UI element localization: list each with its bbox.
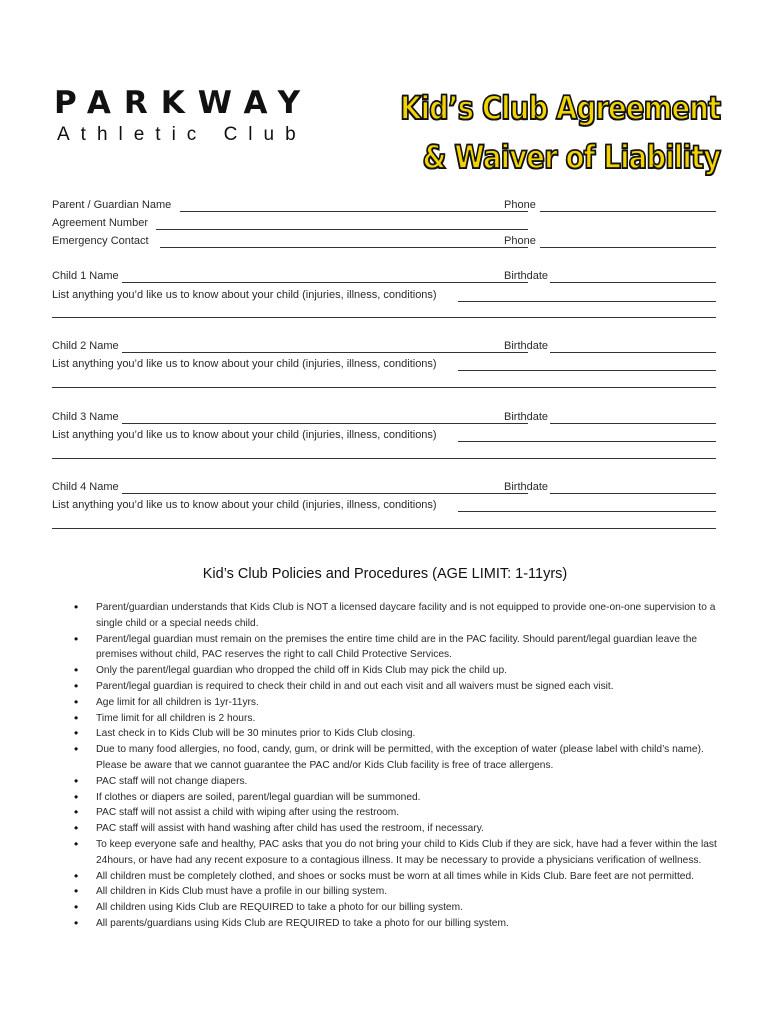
- parent-name-row: [52, 199, 716, 215]
- birthdate-label: Birthdate: [504, 270, 549, 282]
- policy-item: • All parents/guardians using Kids Club are REQUIRED to take a photo for our billing system.: [96, 916, 718, 932]
- emergency-contact-field[interactable]: [160, 247, 528, 248]
- child-notes-field[interactable]: [458, 511, 716, 512]
- parent-name-label: Parent / Guardian Name: [52, 199, 172, 211]
- birthdate-field[interactable]: [550, 282, 716, 283]
- child-notes-label: List anything you’d like us to know about your child (injuries, illness, conditions): [52, 499, 437, 511]
- phone-label: Phone: [504, 199, 536, 211]
- child-notes-label: List anything you’d like us to know about your child (injuries, illness, conditions): [52, 289, 437, 301]
- birthdate-label: Birthdate: [504, 481, 549, 493]
- policy-item: • Due to many food allergies, no food, candy, gum, or drink will be permitted, with the exception of water (please label with child’s name). Please be aware that we cannot guarantee the PAC and/or Kids Club facility is free of trace allergens.: [96, 742, 718, 774]
- policy-item: • To keep everyone safe and healthy, PAC asks that you do not bring your child to Kids Club if they are sick, have had a fever within the last 24hours, or have had any recent exposure to a contagious illness. It may be necessary to provide a physicians verification of wellness.: [96, 837, 718, 869]
- document-title: [400, 84, 720, 182]
- policy-item: • Last check in to Kids Club will be 30 minutes prior to Kids Club closing.: [96, 726, 718, 742]
- child-notes-line[interactable]: [52, 317, 716, 318]
- birthdate-label: Birthdate: [504, 340, 549, 352]
- child-name-row: [52, 340, 716, 356]
- child-notes-field[interactable]: [458, 370, 716, 371]
- birthdate-field[interactable]: [550, 352, 716, 353]
- title-line-2: & Waiver of Liability: [422, 138, 720, 176]
- policy-item: • Parent/guardian understands that Kids Club is NOT a licensed daycare facility and is not equipped to provide one-on-one supervision to a single child or a special needs child.: [96, 600, 718, 632]
- policies-heading: Kid’s Club Policies and Procedures (AGE LIMIT: 1-11yrs): [202, 566, 568, 582]
- child-name-row: [52, 411, 716, 427]
- birthdate-field[interactable]: [550, 493, 716, 494]
- child-name-field[interactable]: [122, 423, 528, 424]
- policy-item: • If clothes or diapers are soiled, parent/legal guardian will be summoned.: [96, 790, 718, 806]
- policy-item: • PAC staff will not change diapers.: [96, 774, 718, 790]
- policies-list: [96, 600, 718, 932]
- child-notes-row: [52, 429, 716, 445]
- child-notes-label: List anything you’d like us to know about your child (injuries, illness, conditions): [52, 358, 437, 370]
- child-name-row: [52, 270, 716, 286]
- policy-item: • All children in Kids Club must have a profile in our billing system.: [96, 884, 718, 900]
- child-notes-field[interactable]: [458, 441, 716, 442]
- birthdate-label: Birthdate: [504, 411, 549, 423]
- child-notes-row: [52, 499, 716, 515]
- child-name-label: Child 3 Name: [52, 411, 119, 423]
- child-notes-field[interactable]: [458, 301, 716, 302]
- emergency-phone-field[interactable]: [540, 247, 716, 248]
- child-notes-label: List anything you’d like us to know about your child (injuries, illness, conditions): [52, 429, 437, 441]
- agreement-number-row: [52, 217, 716, 233]
- parent-phone-field[interactable]: [540, 211, 716, 212]
- parent-name-field[interactable]: [180, 211, 528, 212]
- policy-item: • All children using Kids Club are REQUIRED to take a photo for our billing system.: [96, 900, 718, 916]
- policy-item: • Only the parent/legal guardian who dropped the child off in Kids Club may pick the child up.: [96, 663, 718, 679]
- policy-item: • PAC staff will not assist a child with wiping after using the restroom.: [96, 805, 718, 821]
- logo-sub-text: Athletic Club: [57, 124, 307, 145]
- birthdate-field[interactable]: [550, 423, 716, 424]
- child-name-label: Child 2 Name: [52, 340, 119, 352]
- child-notes-line[interactable]: [52, 387, 716, 388]
- child-name-label: Child 1 Name: [52, 270, 119, 282]
- logo-main-text: PARKWAY: [54, 85, 314, 121]
- policy-item: • PAC staff will assist with hand washing after child has used the restroom, if necessary.: [96, 821, 718, 837]
- phone-label: Phone: [504, 235, 536, 247]
- child-notes-row: [52, 358, 716, 374]
- child-notes-row: [52, 289, 716, 305]
- emergency-contact-label: Emergency Contact: [52, 235, 149, 247]
- child-notes-line[interactable]: [52, 528, 716, 529]
- child-name-field[interactable]: [122, 352, 528, 353]
- policy-item: • All children must be completely clothed, and shoes or socks must be worn at all times while in Kids Club. Bare feet are not permitted.: [96, 869, 718, 885]
- child-name-field[interactable]: [122, 493, 528, 494]
- title-line-1: Kid’s Club Agreement: [399, 89, 720, 127]
- parkway-logo: [54, 86, 313, 146]
- policy-item: • Time limit for all children is 2 hours.: [96, 711, 718, 727]
- policy-item: • Age limit for all children is 1yr-11yrs.: [96, 695, 718, 711]
- child-name-row: [52, 481, 716, 497]
- emergency-contact-row: [52, 235, 716, 251]
- child-name-label: Child 4 Name: [52, 481, 119, 493]
- policy-item: • Parent/legal guardian must remain on the premises the entire time child are in the PAC facility. Should parent/legal guardian leave the premises without child, PAC reserves the right to call Child Protective Services.: [96, 632, 718, 664]
- agreement-number-label: Agreement Number: [52, 217, 148, 229]
- child-notes-line[interactable]: [52, 458, 716, 459]
- child-name-field[interactable]: [122, 282, 528, 283]
- policy-item: • Parent/legal guardian is required to check their child in and out each visit and all waivers must be signed each visit.: [96, 679, 718, 695]
- agreement-number-field[interactable]: [156, 229, 528, 230]
